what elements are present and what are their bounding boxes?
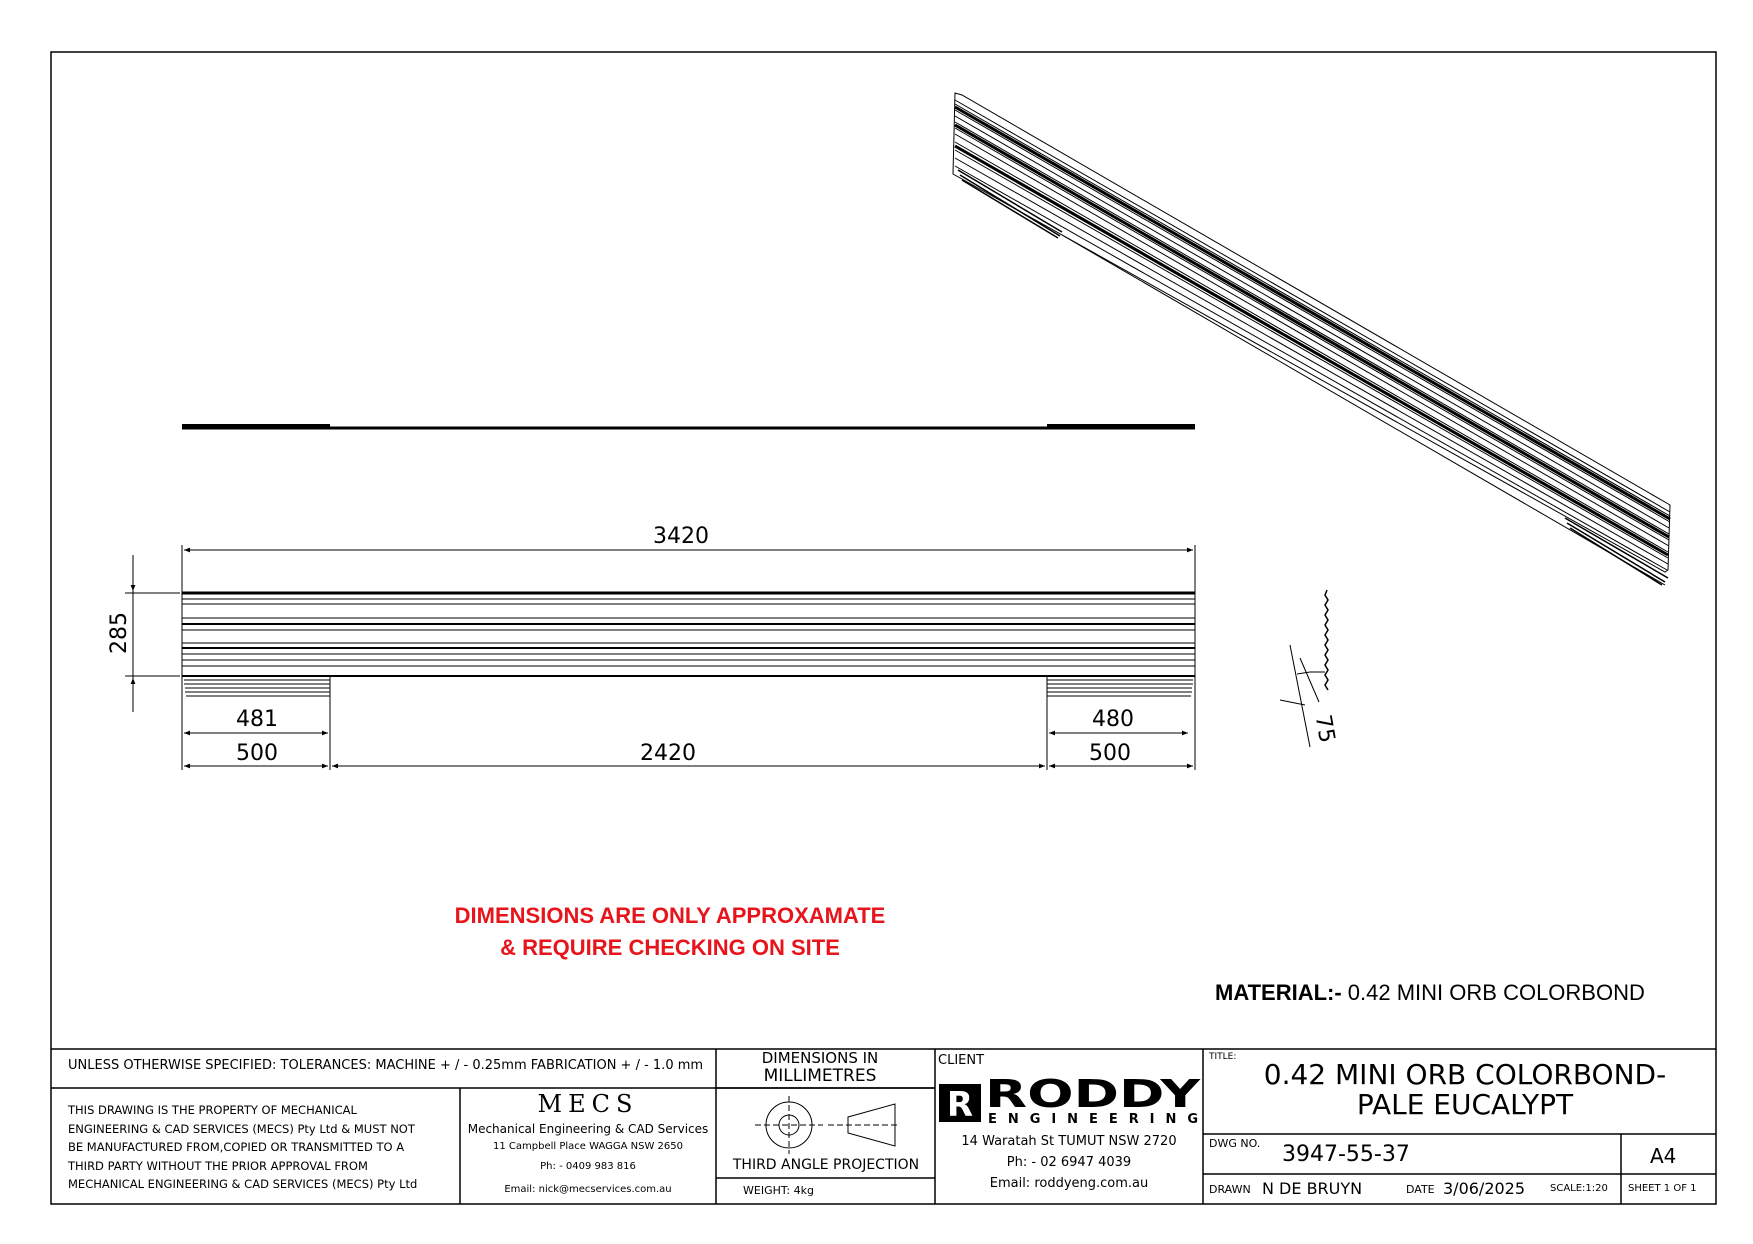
scale-value: SCALE:1:20 <box>1550 1183 1608 1194</box>
drawn-label: DRAWN <box>1209 1183 1251 1196</box>
dim-detail: 75 <box>1309 712 1340 745</box>
material-callout <box>1215 980 1645 1006</box>
mecs-logo: MECS <box>537 1090 639 1118</box>
title-label: TITLE: <box>1209 1052 1237 1062</box>
mecs-block <box>460 1090 716 1195</box>
sheet-size: A4 <box>1650 1144 1677 1168</box>
roddy-logo <box>939 1072 1201 1127</box>
property-line: MECHANICAL ENGINEERING & CAD SERVICES (MECS) Pty Ltd <box>68 1177 418 1191</box>
svg-text:RODDY: RODDY <box>985 1072 1201 1116</box>
drawing-title-line-1: 0.42 MINI ORB COLORBOND- <box>1263 1058 1667 1091</box>
dim-left-top: 481 <box>236 707 278 732</box>
sheet-number: SHEET 1 OF 1 <box>1628 1183 1697 1194</box>
client-details <box>935 1131 1203 1194</box>
top-view <box>182 424 1195 429</box>
date-label: DATE <box>1406 1183 1435 1196</box>
dimensions-in-line-2: MILLIMETRES <box>763 1066 877 1086</box>
mecs-address: 11 Campbell Place WAGGA NSW 2650 <box>493 1141 683 1152</box>
client-address: 14 Waratah St TUMUT NSW 2720 <box>961 1134 1177 1149</box>
dim-right-bottom: 500 <box>1089 741 1131 766</box>
dim-overall: 3420 <box>653 524 709 549</box>
property-line: BE MANUFACTURED FROM,COPIED OR TRANSMITTED TO A <box>68 1140 405 1154</box>
isometric-view <box>953 93 1670 585</box>
mecs-phone: Ph: - 0409 983 816 <box>540 1161 636 1172</box>
dim-middle: 2420 <box>640 741 696 766</box>
client-phone: Ph: - 02 6947 4039 <box>1006 1155 1132 1170</box>
svg-text:R: R <box>946 1085 974 1125</box>
dim-left-bottom: 500 <box>236 741 278 766</box>
projection-label: THIRD ANGLE PROJECTION <box>732 1157 920 1173</box>
drawn-by: N DE BRUYN <box>1262 1179 1363 1198</box>
weight-label: WEIGHT: 4kg <box>743 1184 814 1197</box>
mecs-name: Mechanical Engineering & CAD Services <box>467 1122 709 1136</box>
drawing-title <box>1225 1060 1705 1120</box>
property-line: THIRD PARTY WITHOUT THE PRIOR APPROVAL FROM <box>68 1158 368 1173</box>
property-line: THIS DRAWING IS THE PROPERTY OF MECHANICAL <box>68 1103 357 1117</box>
third-angle-projection-icon <box>755 1096 900 1154</box>
tolerances-text: UNLESS OTHERWISE SPECIFIED: TOLERANCES: MACHINE + / - 0.25mm FABRICATION + / - 1.0 mm <box>68 1058 704 1073</box>
date-value: 3/06/2025 <box>1443 1179 1526 1198</box>
svg-text:ENGINEERING: ENGINEERING <box>988 1112 1198 1127</box>
dwg-no: 3947-55-37 <box>1282 1142 1410 1167</box>
dimensions-in-line-1: DIMENSIONS IN <box>761 1049 879 1067</box>
front-view <box>182 588 1195 700</box>
client-label: CLIENT <box>938 1053 985 1068</box>
client-email: Email: roddyeng.com.au <box>989 1176 1149 1191</box>
sheet-border <box>51 52 1716 1204</box>
note-line-2: & REQUIRE CHECKING ON SITE <box>500 935 840 960</box>
dimensions <box>125 545 1195 770</box>
mecs-email: Email: nick@mecservices.com.au <box>504 1184 672 1195</box>
dim-height: 285 <box>107 612 132 654</box>
property-line: ENGINEERING & CAD SERVICES (MECS) Pty Ltd & MUST NOT <box>68 1121 415 1136</box>
drawing-title-line-2: PALE EUCALYPT <box>1356 1088 1574 1121</box>
approximate-dimensions-note <box>420 900 920 964</box>
dwg-no-label: DWG NO. <box>1209 1137 1261 1150</box>
dim-right-top: 480 <box>1092 707 1134 732</box>
note-line-1: DIMENSIONS ARE ONLY APPROXAMATE <box>454 903 886 928</box>
material-label: MATERIAL:- <box>1215 980 1342 1005</box>
material-value: 0.42 MINI ORB COLORBOND <box>1347 980 1645 1005</box>
property-notice <box>68 1101 458 1194</box>
